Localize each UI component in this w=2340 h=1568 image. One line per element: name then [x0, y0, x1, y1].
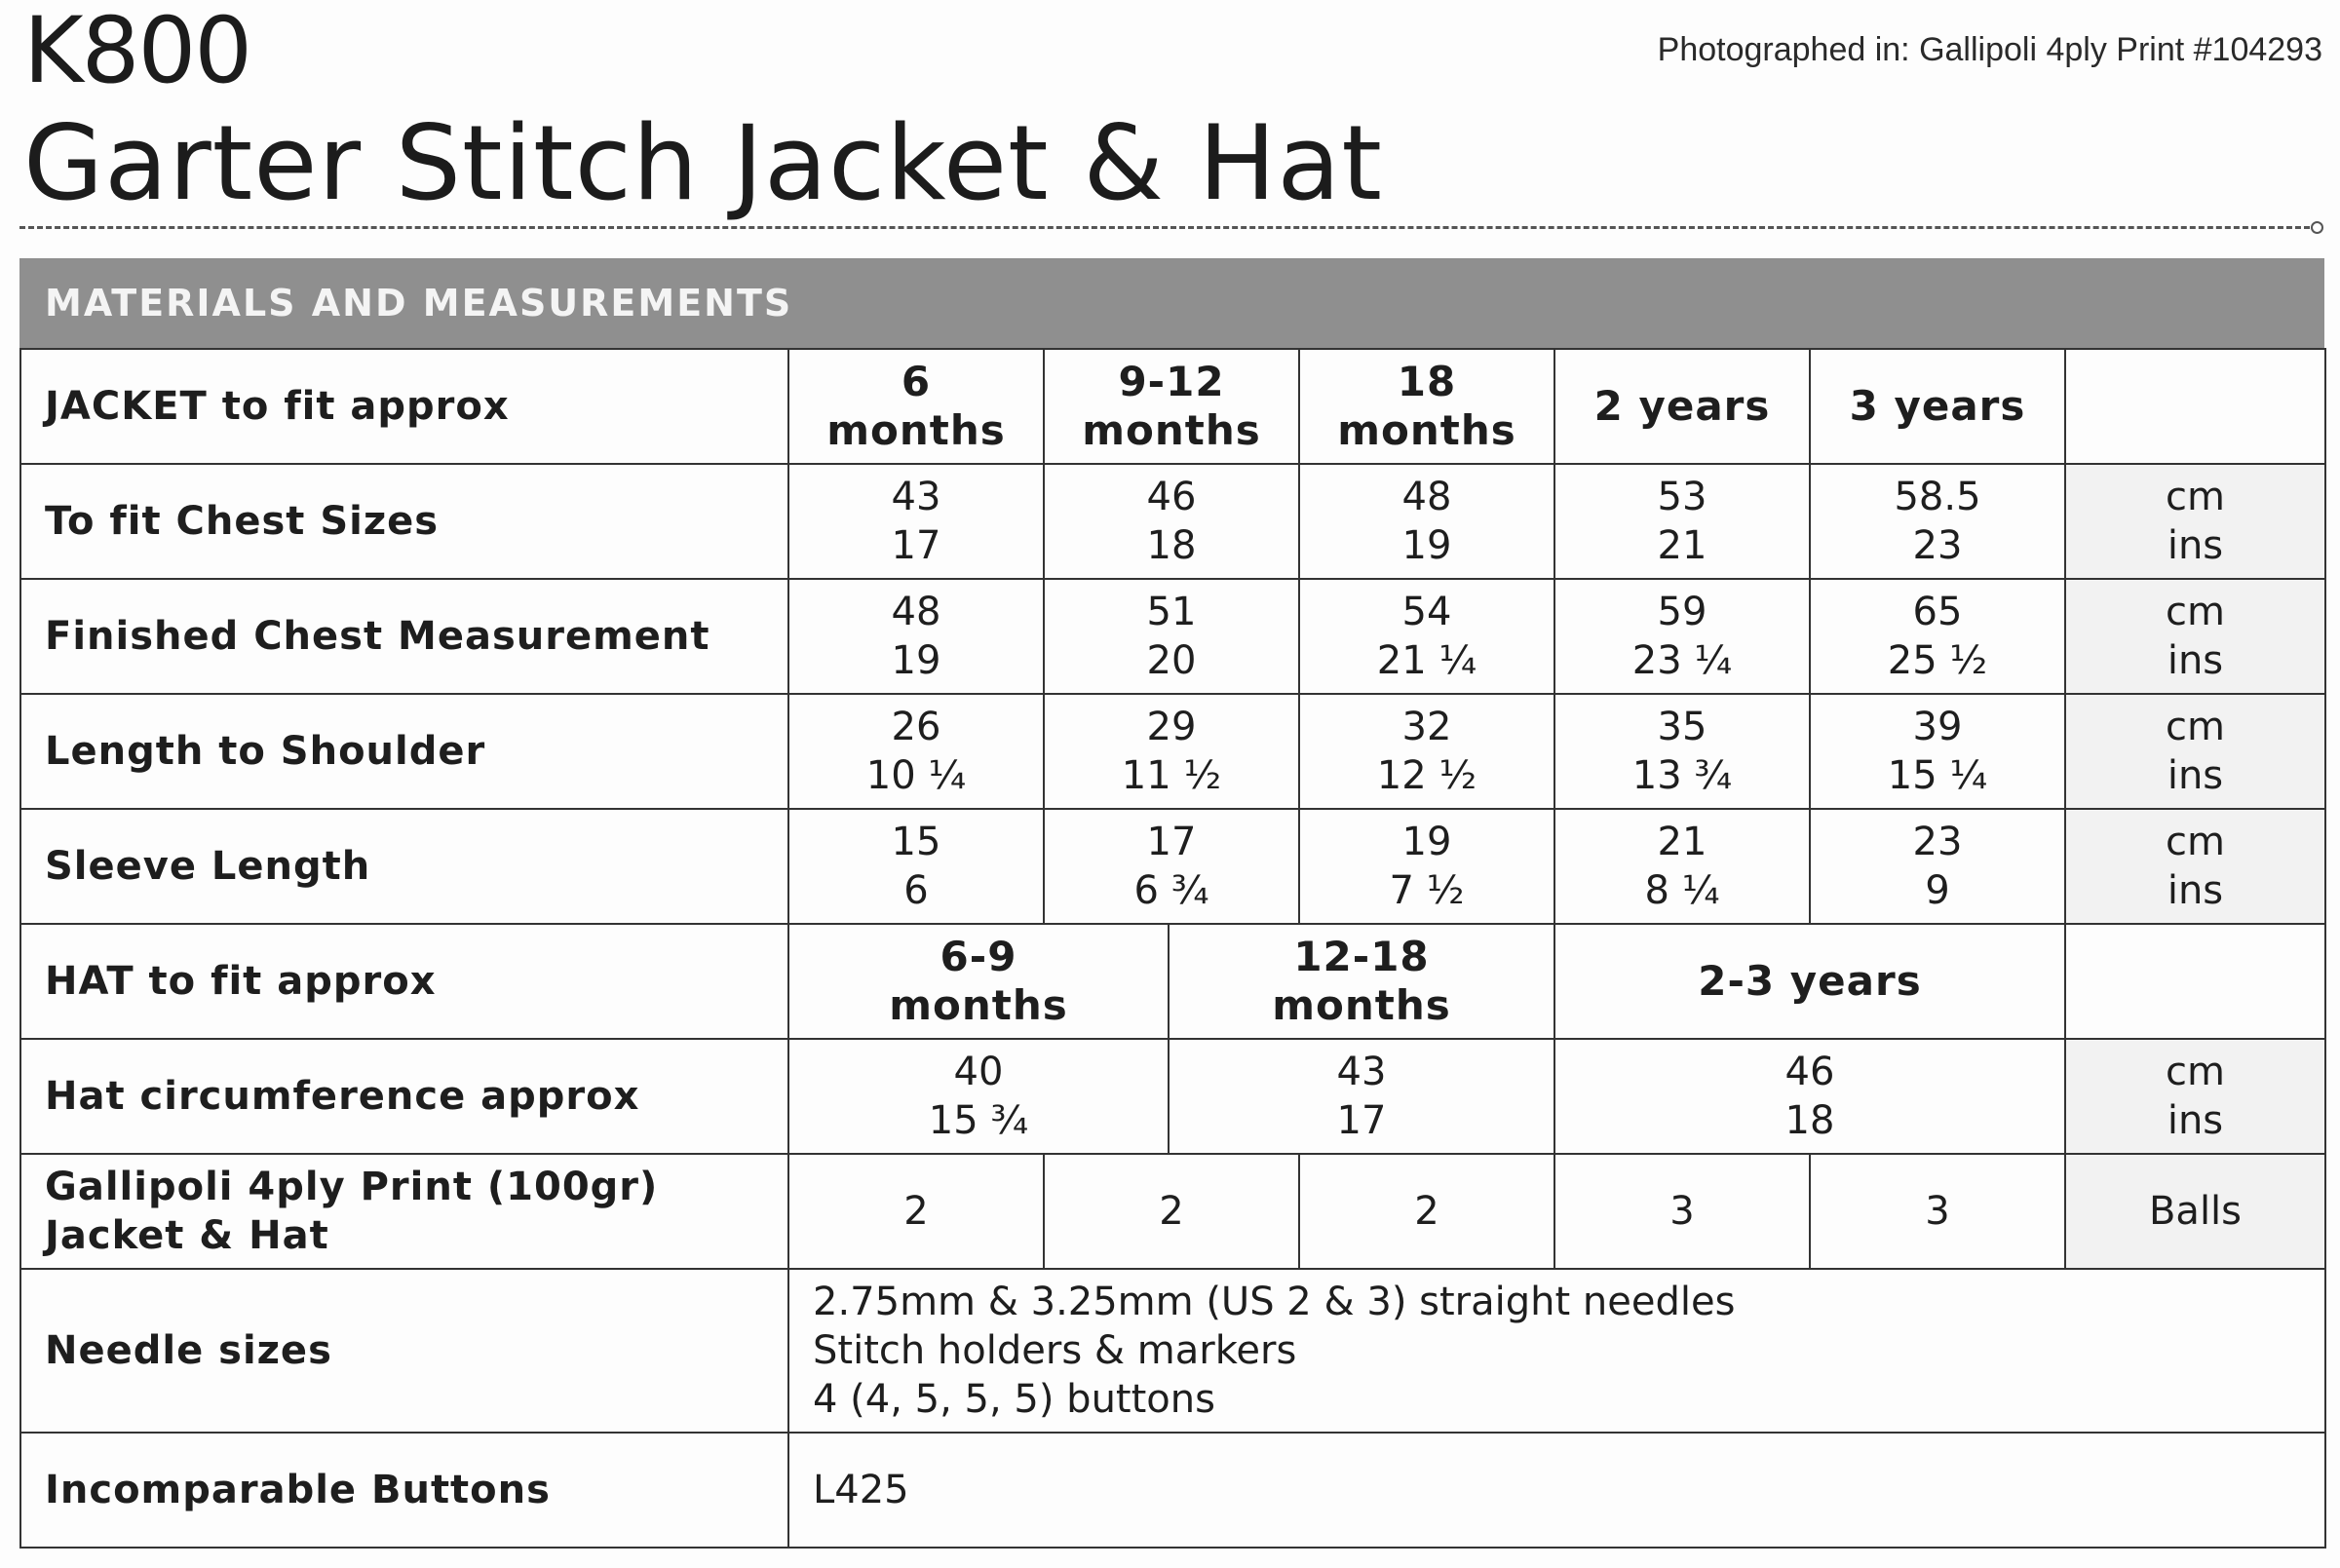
sleeve-value-1: 15 6	[788, 809, 1044, 924]
table-row-hat-circumference	[20, 1039, 2325, 1154]
finished-chest-value-5: 65 25 ½	[1810, 579, 2065, 694]
length-value-3: 32 12 ½	[1299, 694, 1554, 809]
length-value-4: 35 13 ¾	[1554, 694, 1810, 809]
dashed-divider	[19, 226, 2310, 229]
sleeve-value-5: 23 9	[1810, 809, 2065, 924]
sleeve-value-4: 21 8 ¼	[1554, 809, 1810, 924]
table-row-length-shoulder	[20, 694, 2325, 809]
row-label-finished-chest: Finished Chest Measurement	[20, 579, 788, 694]
yarn-value-3: 2	[1299, 1154, 1554, 1269]
yarn-unit: Balls	[2065, 1154, 2325, 1269]
yarn-value-4: 3	[1554, 1154, 1810, 1269]
buttons-value: L425	[788, 1433, 2325, 1548]
table-row-hat-sizes	[20, 924, 2325, 1039]
table-row-jacket-sizes	[20, 349, 2325, 464]
section-header: MATERIALS AND MEASUREMENTS	[19, 258, 2324, 348]
hat-size-2: 12-18 months	[1169, 924, 1554, 1039]
row-label-needles: Needle sizes	[20, 1269, 788, 1433]
sleeve-value-2: 17 6 ¾	[1044, 809, 1299, 924]
row-label-hat: HAT to fit approx	[20, 924, 788, 1039]
row-label-buttons: Incomparable Buttons	[20, 1433, 788, 1548]
finished-chest-units: cm ins	[2065, 579, 2325, 694]
chest-value-4: 53 21	[1554, 464, 1810, 579]
jacket-size-4: 2 years	[1554, 349, 1810, 464]
table-row-sleeve	[20, 809, 2325, 924]
jacket-size-5: 3 years	[1810, 349, 2065, 464]
hat-circ-value-3: 46 18	[1554, 1039, 2065, 1154]
row-label-sleeve: Sleeve Length	[20, 809, 788, 924]
table-row-yarn	[20, 1154, 2325, 1269]
unit-cell-empty	[2065, 349, 2325, 464]
table-row-chest	[20, 464, 2325, 579]
table-row-finished-chest	[20, 579, 2325, 694]
unit-cell-empty	[2065, 924, 2325, 1039]
row-label-jacket: JACKET to fit approx	[20, 349, 788, 464]
needles-line-2: Stitch holders & markers	[813, 1328, 1297, 1373]
row-label-yarn: Gallipoli 4ply Print (100gr) Jacket & Hat	[20, 1154, 788, 1269]
finished-chest-value-4: 59 23 ¼	[1554, 579, 1810, 694]
table-row-buttons	[20, 1433, 2325, 1548]
finished-chest-value-3: 54 21 ¼	[1299, 579, 1554, 694]
pattern-code: K800	[23, 0, 251, 104]
needles-line-3: 4 (4, 5, 5, 5) buttons	[813, 1377, 1215, 1422]
photographed-in-note: Photographed in: Gallipoli 4ply Print #104293	[1657, 31, 2322, 68]
finished-chest-value-1: 48 19	[788, 579, 1044, 694]
length-value-2: 29 11 ½	[1044, 694, 1299, 809]
jacket-size-1: 6 months	[788, 349, 1044, 464]
materials-measurements-table	[19, 348, 2326, 1549]
yarn-value-2: 2	[1044, 1154, 1299, 1269]
hat-size-1: 6-9 months	[788, 924, 1169, 1039]
row-label-hat-circumference: Hat circumference approx	[20, 1039, 788, 1154]
chest-value-5: 58.5 23	[1810, 464, 2065, 579]
sleeve-units: cm ins	[2065, 809, 2325, 924]
yarn-value-5: 3	[1810, 1154, 2065, 1269]
length-value-1: 26 10 ¼	[788, 694, 1044, 809]
row-label-chest: To fit Chest Sizes	[20, 464, 788, 579]
yarn-value-1: 2	[788, 1154, 1044, 1269]
hat-circ-value-1: 40 15 ¾	[788, 1039, 1169, 1154]
chest-units: cm ins	[2065, 464, 2325, 579]
jacket-size-3: 18 months	[1299, 349, 1554, 464]
finished-chest-value-2: 51 20	[1044, 579, 1299, 694]
pattern-title: Garter Stitch Jacket & Hat	[23, 103, 1383, 223]
chest-value-1: 43 17	[788, 464, 1044, 579]
hat-circ-units: cm ins	[2065, 1039, 2325, 1154]
length-units: cm ins	[2065, 694, 2325, 809]
hat-size-3: 2-3 years	[1554, 924, 2065, 1039]
length-value-5: 39 15 ¼	[1810, 694, 2065, 809]
table-row-needles	[20, 1269, 2325, 1433]
needles-list	[788, 1269, 2325, 1433]
needles-line-1: 2.75mm & 3.25mm (US 2 & 3) straight needles	[813, 1280, 1736, 1324]
sleeve-value-3: 19 7 ½	[1299, 809, 1554, 924]
chest-value-3: 48 19	[1299, 464, 1554, 579]
chest-value-2: 46 18	[1044, 464, 1299, 579]
divider-end-dot	[2311, 221, 2323, 234]
row-label-length-shoulder: Length to Shoulder	[20, 694, 788, 809]
hat-circ-value-2: 43 17	[1169, 1039, 1554, 1154]
jacket-size-2: 9-12 months	[1044, 349, 1299, 464]
